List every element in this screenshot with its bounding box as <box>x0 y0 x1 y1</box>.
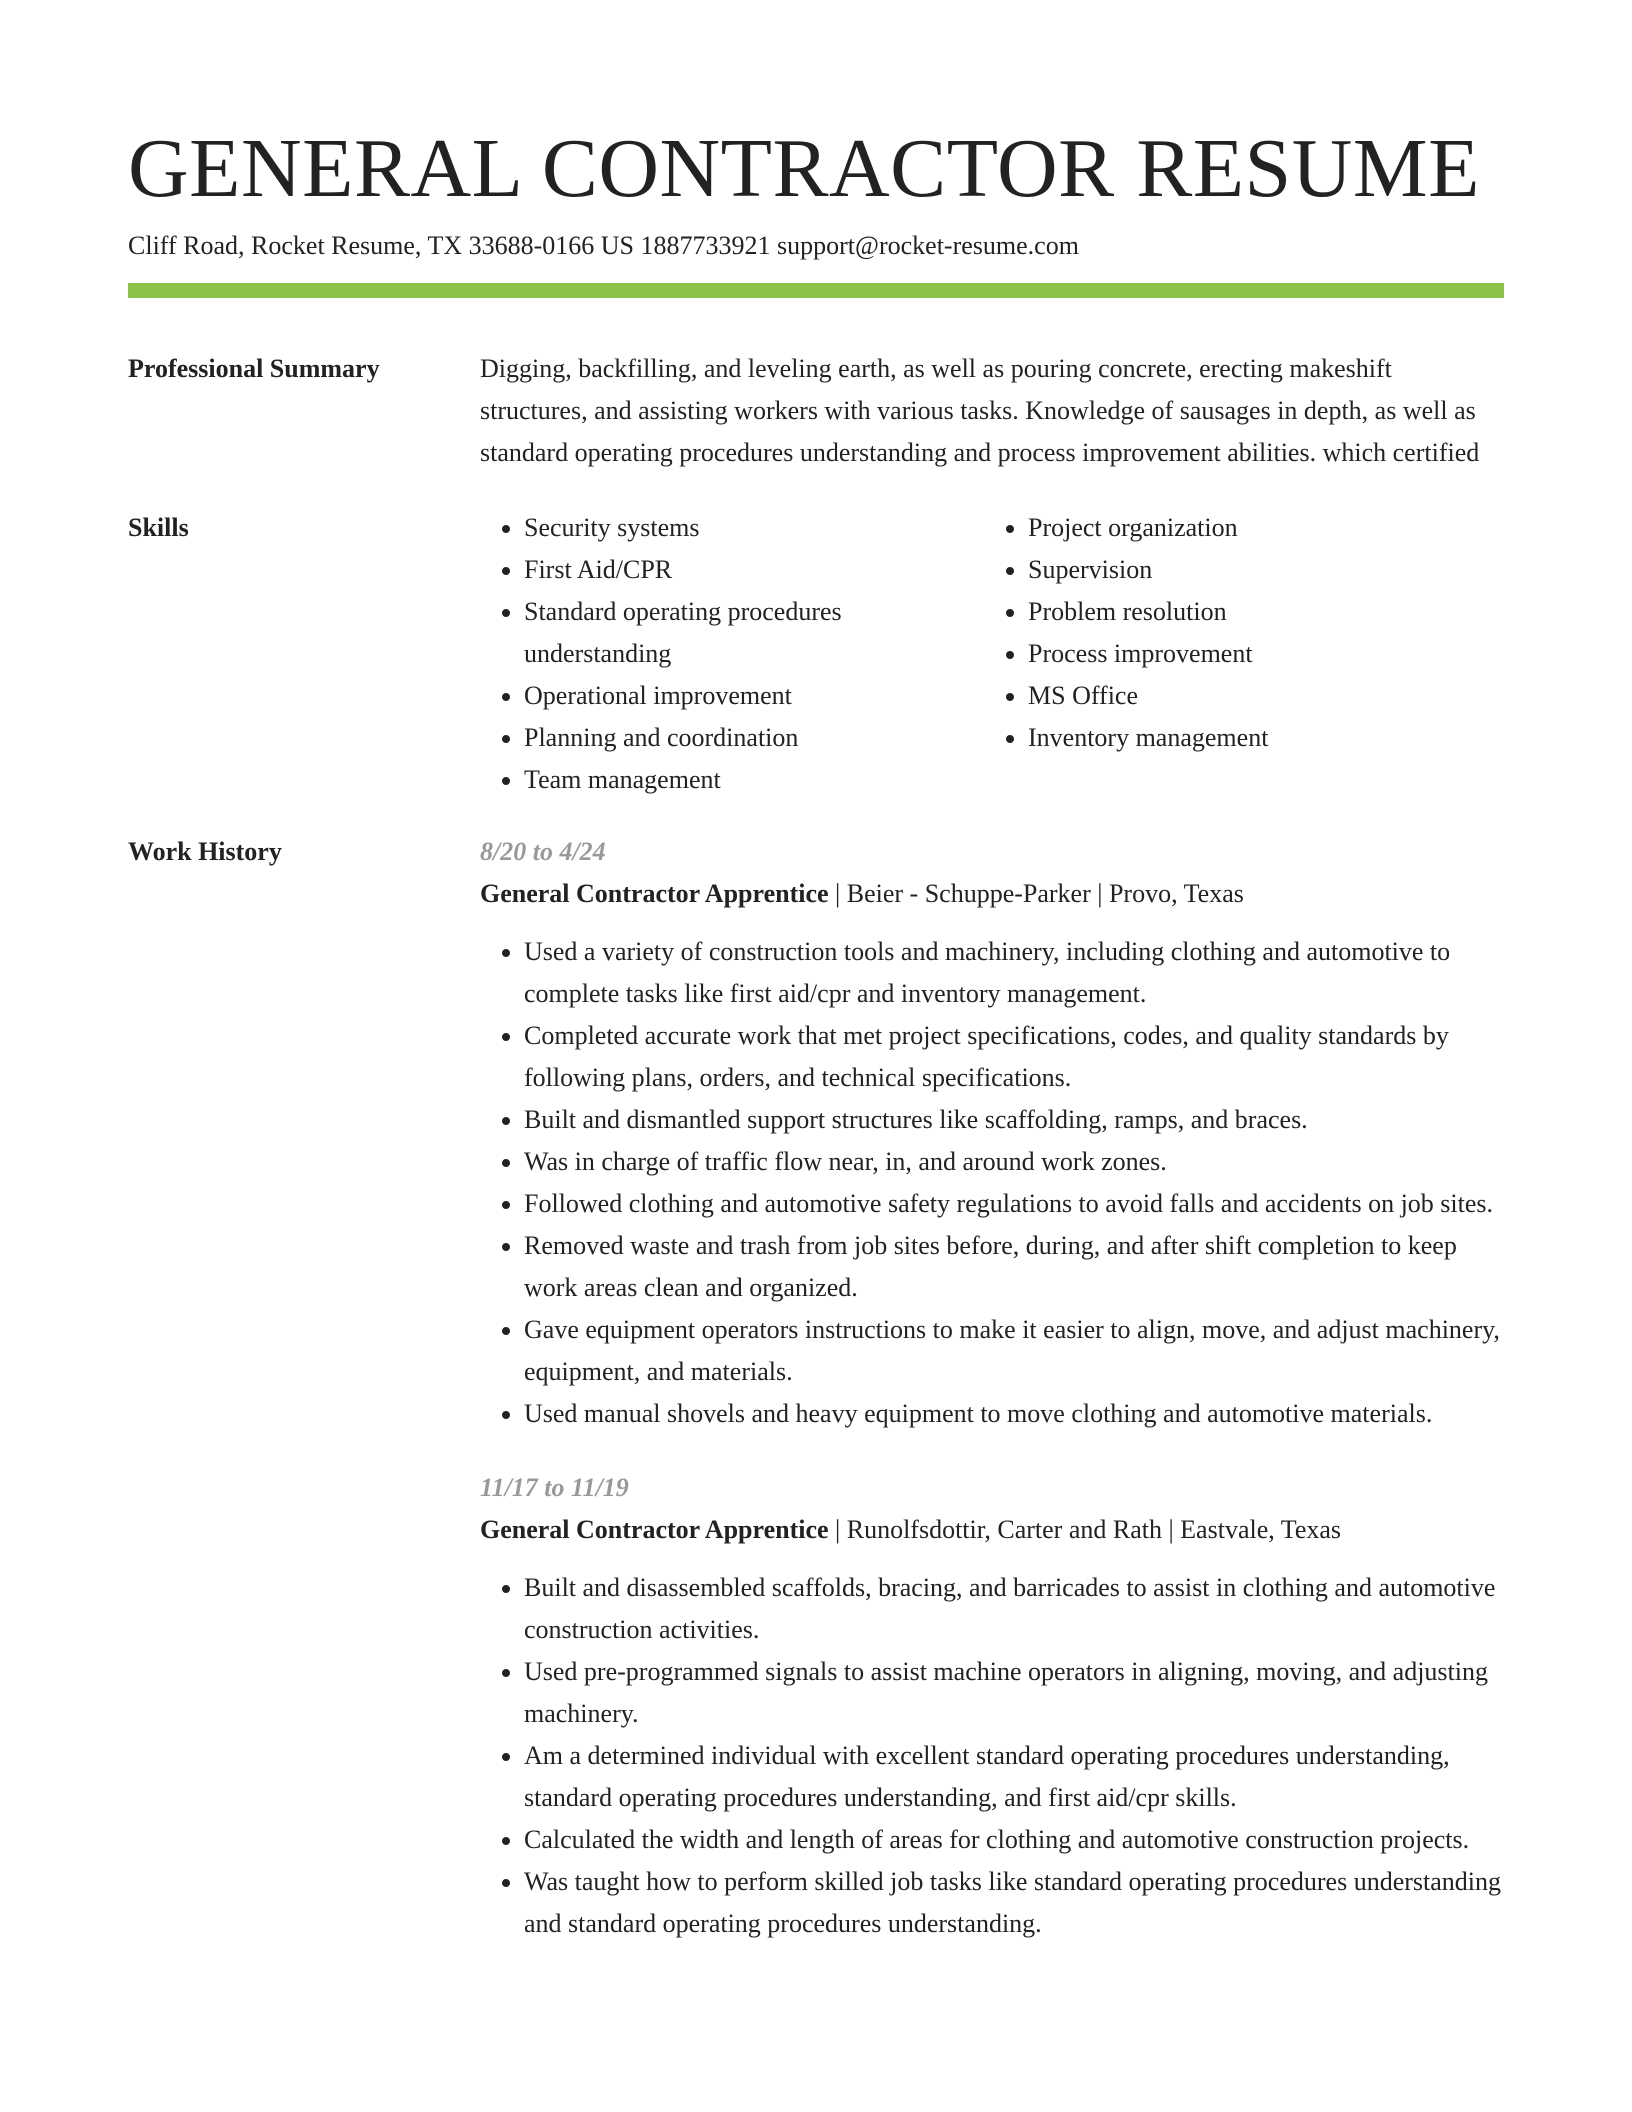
job-bullet: • Calculated the width and length of areas for clothing and automotive construction projects. <box>524 1819 1504 1861</box>
skills-column-left <box>480 507 984 801</box>
job-entry <box>480 1467 1504 1945</box>
skill-item: • Planning and coordination <box>524 717 984 759</box>
job-employer-location: | Beier - Schuppe-Parker | Provo, Texas <box>828 879 1244 908</box>
job-dates: 11/17 to 11/19 <box>480 1473 629 1502</box>
work-history-section <box>128 831 1504 1945</box>
skill-item: • Standard operating procedures understanding <box>524 591 984 675</box>
skill-item: • Process improvement <box>1028 633 1488 675</box>
work-history-entries <box>480 831 1504 1945</box>
summary-text: Digging, backfilling, and leveling earth, as well as pouring concrete, erecting makeshift structures, and assisting workers with various tasks. Knowledge of sausages in depth, as well as standard operating procedures understanding and process improvement abilities. which certified <box>480 354 1480 467</box>
skill-item: • Operational improvement <box>524 675 984 717</box>
resume-page <box>128 0 1504 1945</box>
job-heading <box>480 873 1504 915</box>
job-dates: 8/20 to 4/24 <box>480 837 606 866</box>
job-bullet: • Gave equipment operators instructions to make it easier to align, move, and adjust machinery, equipment, and materials. <box>524 1309 1504 1393</box>
job-bullet: • Followed clothing and automotive safety regulations to avoid falls and accidents on job sites. <box>524 1183 1504 1225</box>
skill-item: • Team management <box>524 759 984 801</box>
professional-summary-section <box>128 348 1504 474</box>
job-title: General Contractor Apprentice <box>480 879 829 908</box>
job-bullet: • Was in charge of traffic flow near, in, and around work zones. <box>524 1141 1504 1183</box>
accent-divider <box>128 283 1504 298</box>
job-bullet: • Used manual shovels and heavy equipment to move clothing and automotive materials. <box>524 1393 1504 1435</box>
job-bullets <box>480 1567 1504 1945</box>
skills-section <box>128 507 1504 801</box>
skill-item: • Inventory management <box>1028 717 1488 759</box>
skill-item: • Project organization <box>1028 507 1488 549</box>
skills-columns <box>480 507 1504 801</box>
skills-column-right <box>984 507 1488 801</box>
section-heading: Professional Summary <box>128 354 380 383</box>
job-bullet: • Used pre-programmed signals to assist machine operators in aligning, moving, and adjusting machinery. <box>524 1651 1504 1735</box>
job-title: General Contractor Apprentice <box>480 1515 829 1544</box>
contact-line: Cliff Road, Rocket Resume, TX 33688-0166 US 1887733921 support@rocket-resume.com <box>128 231 1079 260</box>
job-bullet: • Built and dismantled support structures like scaffolding, ramps, and braces. <box>524 1099 1504 1141</box>
section-heading: Skills <box>128 513 189 542</box>
skill-item: • Security systems <box>524 507 984 549</box>
skills-list <box>984 507 1488 759</box>
section-heading: Work History <box>128 837 282 866</box>
skills-list <box>480 507 984 801</box>
skill-item: • Supervision <box>1028 549 1488 591</box>
skill-item: • MS Office <box>1028 675 1488 717</box>
skill-item: • First Aid/CPR <box>524 549 984 591</box>
job-entry <box>480 831 1504 1435</box>
job-bullet: • Built and disassembled scaffolds, bracing, and barricades to assist in clothing and automotive construction activities. <box>524 1567 1504 1651</box>
job-heading <box>480 1509 1504 1551</box>
resume-title: GENERAL CONTRACTOR RESUME <box>128 122 1480 215</box>
skill-item: • Problem resolution <box>1028 591 1488 633</box>
job-bullet: • Completed accurate work that met project specifications, codes, and quality standards by following plans, orders, and technical specifications. <box>524 1015 1504 1099</box>
job-bullet: • Removed waste and trash from job sites before, during, and after shift completion to keep work areas clean and organized. <box>524 1225 1504 1309</box>
job-bullets <box>480 931 1504 1435</box>
job-employer-location: | Runolfsdottir, Carter and Rath | Eastvale, Texas <box>828 1515 1342 1544</box>
job-bullet: • Am a determined individual with excellent standard operating procedures understanding, standard operating procedures understanding, and first aid/cpr skills. <box>524 1735 1504 1819</box>
job-bullet: • Was taught how to perform skilled job tasks like standard operating procedures understanding and standard operating procedures understanding. <box>524 1861 1504 1945</box>
job-bullet: • Used a variety of construction tools and machinery, including clothing and automotive to complete tasks like first aid/cpr and inventory management. <box>524 931 1504 1015</box>
